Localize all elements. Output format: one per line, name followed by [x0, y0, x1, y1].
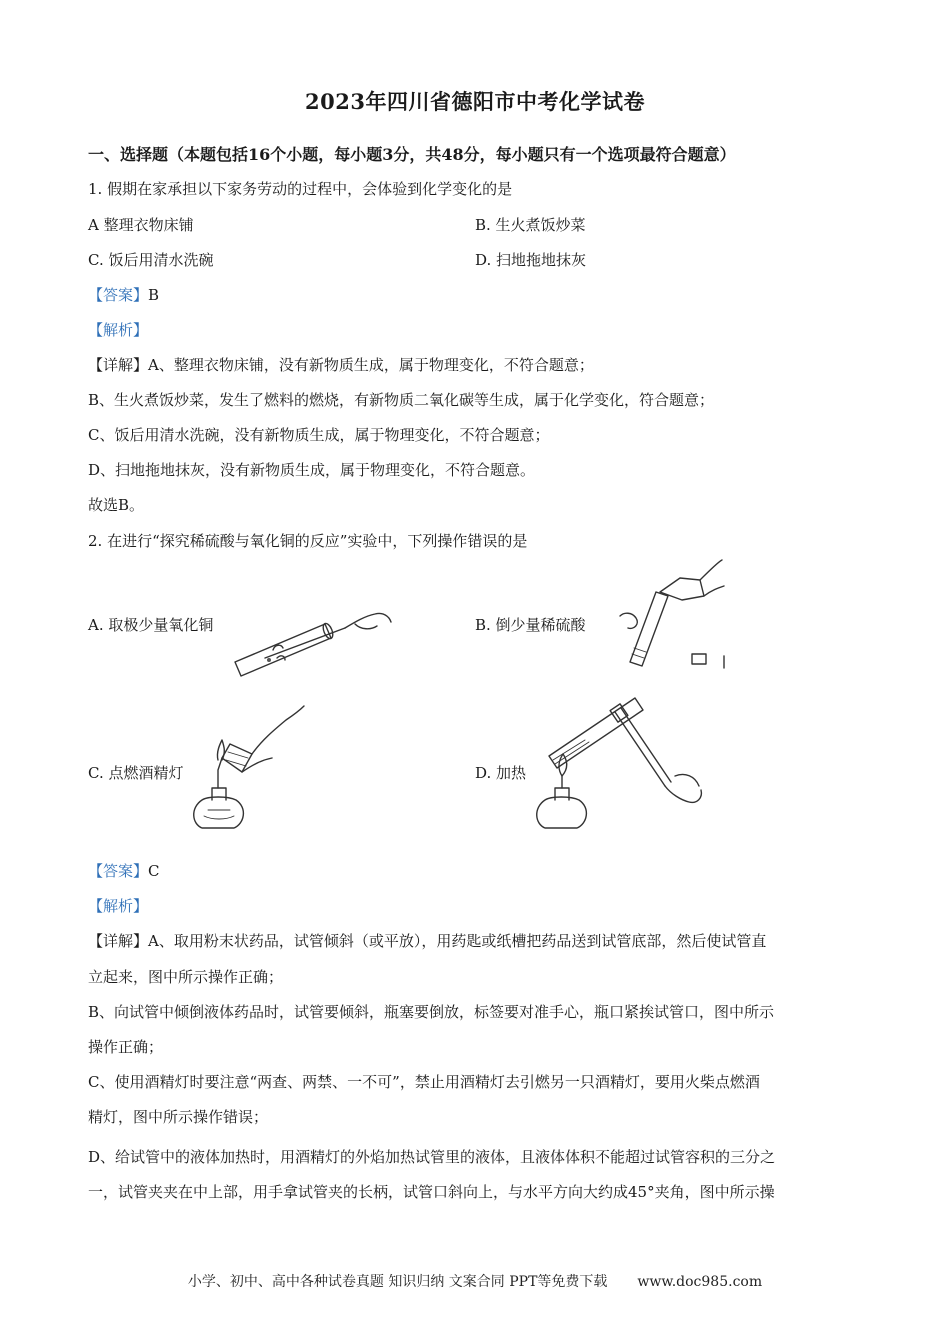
q2-detail-line: 操作正确；: [88, 1038, 164, 1056]
q1-option-b: B. 生火煮饭炒菜: [475, 216, 586, 234]
q1-answer: B: [148, 286, 160, 304]
detail-tag: 【详解】: [88, 932, 149, 950]
q2-detail-line: [88, 930, 766, 951]
q1-analysis-tag: 【解析】: [88, 321, 149, 339]
q2-stem: 2. 在进行“探究稀硫酸与氧化铜的反应”实验中，下列操作错误的是: [88, 532, 528, 550]
answer-tag: 【答案】: [88, 286, 149, 304]
section-heading: 一、选择题（本题包括16个小题，每小题3分，共48分，每小题只有一个选项最符合题意）: [88, 145, 736, 164]
footer-link[interactable]: www.doc985.com: [637, 1274, 763, 1290]
q2-option-a: A. 取极少量氧化铜: [88, 616, 214, 634]
answer-tag: 【答案】: [88, 862, 149, 880]
q2-answer-line: [88, 860, 160, 881]
detail-tag: 【详解】: [88, 356, 149, 374]
q2-detail-line: B、向试管中倾倒液体药品时，试管要倾斜，瓶塞要倒放，标签要对准手心，瓶口紧挨试管口，图中所示: [88, 1003, 775, 1021]
q1-answer-line: [88, 284, 159, 305]
q2-detail-line: D、给试管中的液体加热时，用酒精灯的外焰加热试管里的液体，且液体体积不能超过试管容积的三分之: [88, 1148, 776, 1166]
detail-text: A、取用粉末状药品，试管倾斜（或平放），用药匙或纸槽把药品送到试管底部，然后使试管直: [148, 932, 767, 950]
figure-heat-tube: [525, 690, 725, 835]
q1-detail-line: B、生火煮饭炒菜，发生了燃料的燃烧，有新物质二氧化碳等生成，属于化学变化，符合题意；: [88, 391, 715, 409]
q2-option-b: B. 倒少量稀硫酸: [475, 616, 586, 634]
q1-option-a: A 整理衣物床铺: [88, 216, 194, 234]
q1-detail-line: [88, 354, 594, 375]
q2-option-d: D. 加热: [475, 764, 527, 782]
q1-stem: 1. 假期在家承担以下家务劳动的过程中，会体验到化学变化的是: [88, 180, 513, 198]
page-footer: [0, 1271, 950, 1291]
q2-detail-line: 一，试管夹夹在中上部，用手拿试管夹的长柄，试管口斜向上，与水平方向大约成45°夹角，图中所示操: [88, 1183, 775, 1201]
q1-conclusion: 故选B。: [88, 496, 145, 514]
q1-detail-line: D、扫地拖地抹灰，没有新物质生成，属于物理变化，不符合题意。: [88, 461, 536, 479]
q2-detail-line: 立起来，图中所示操作正确；: [88, 968, 284, 986]
q2-detail-line: C、使用酒精灯时要注意“两查、两禁、一不可”，禁止用酒精灯去引燃另一只酒精灯，要用火柴点燃酒: [88, 1073, 760, 1091]
q2-analysis-tag: 【解析】: [88, 897, 149, 915]
figure-pour-acid: [600, 556, 740, 676]
q1-option-c: C. 饭后用清水洗碗: [88, 251, 214, 269]
page-title: 2023年四川省德阳市中考化学试卷: [305, 89, 645, 114]
figure-take-powder: [225, 600, 395, 680]
q2-option-c: C. 点燃酒精灯: [88, 764, 184, 782]
q2-detail-line: 精灯，图中所示操作错误；: [88, 1108, 269, 1126]
footer-text: 小学、初中、高中各种试卷真题 知识归纳 文案合同 PPT等免费下载: [187, 1274, 608, 1290]
q2-answer: C: [148, 862, 160, 880]
figure-light-lamp: [182, 700, 322, 835]
detail-text: A、整理衣物床铺，没有新物质生成，属于物理变化，不符合题意；: [148, 356, 594, 374]
q1-option-d: D. 扫地拖地抹灰: [475, 251, 587, 269]
q1-detail-line: C、饭后用清水洗碗，没有新物质生成，属于物理变化，不符合题意；: [88, 426, 550, 444]
